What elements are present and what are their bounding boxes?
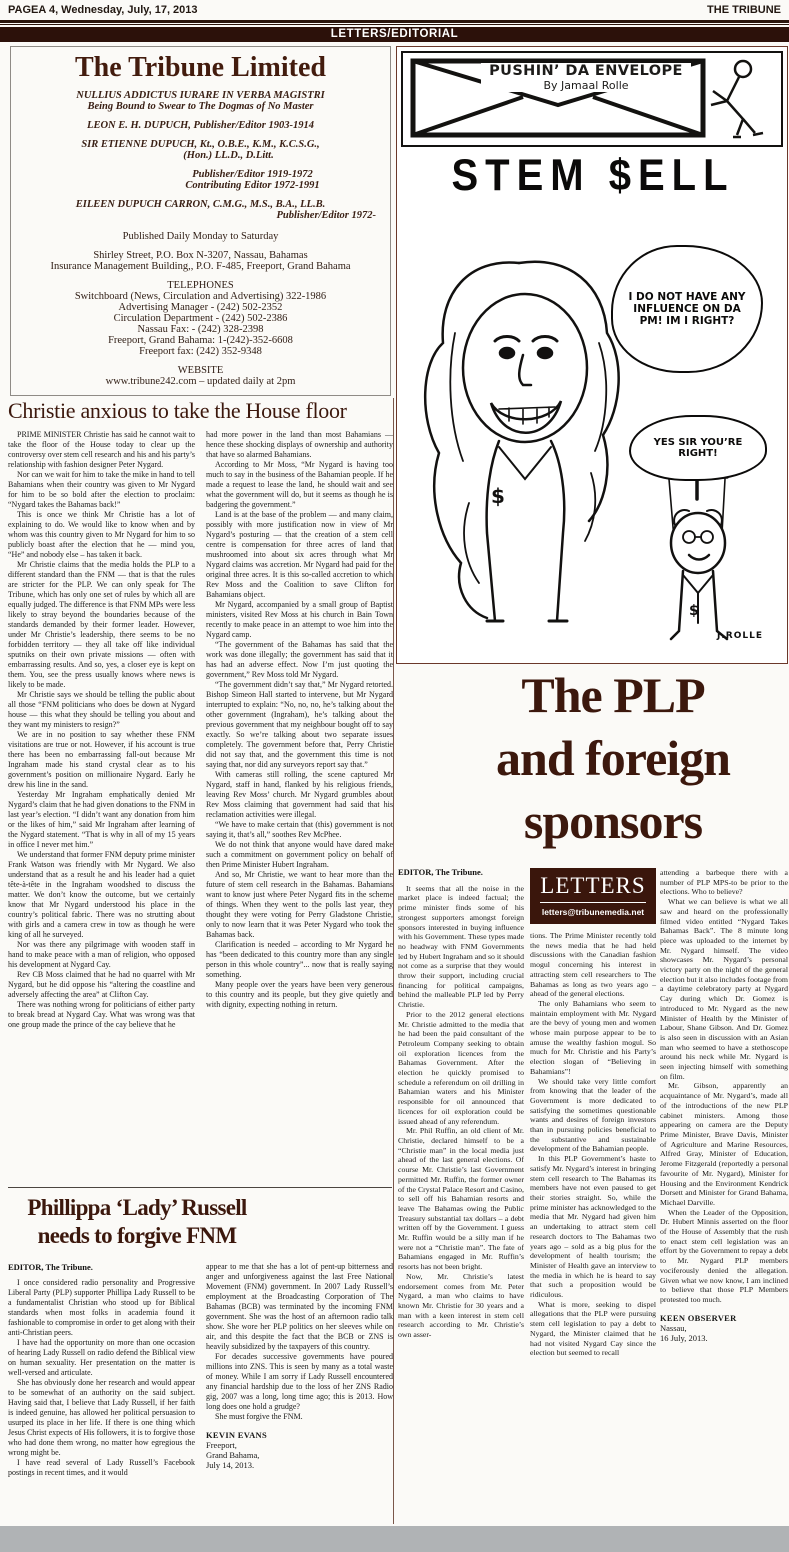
header-rule-thick bbox=[0, 20, 789, 23]
masthead-motto-english: Being Bound to Swear to The Dogmas of No Master bbox=[87, 101, 314, 112]
paragraph: “The government didn’t say that,” Mr Nygard retorted. Bishop Simeon Hall started to intervene, but Mr Nygard interrupted to explain: “No, no, no, he’s talking about the other government (Ingraham), he’s talking about the previous government that my neighbour bought off to say exactly. So we’re talking about two separate issues completely. The government before that, Perry Christie did not say that, and the government this time is not saying that, nor did any surveyors report say that.” bbox=[206, 680, 393, 769]
dollar-sign-nygard: $ bbox=[491, 484, 505, 508]
letters-box bbox=[530, 868, 656, 924]
page-folio: PAGEA 4, Wednesday, July, 17, 2013 bbox=[8, 4, 198, 16]
paragraph: Mr. Phil Ruffin, an old client of Mr. Christie, declared himself to be a “Christie man” in the local media just ahead of the last general elections. Of course Mr. Christie’s last Government permitted Mr. Ruffin, the former owner of the Crystal Palace Resort and Casino, to sell off his Bahamian resorts and leave The Bahamas owing the Public Treasury substantial tax dollars – a debt written off by the Government. I guess Mr. Ruffin would be a silly man if he were not a “Christie man”. The fate of Bahamians engaged in Mr. Ruffin’s resorts has not been bright. bbox=[398, 1126, 524, 1272]
plp-headline bbox=[440, 664, 786, 853]
page-bottom-band bbox=[0, 1526, 789, 1552]
cartoon-strip-byline: By Jamaal Rolle bbox=[543, 79, 629, 92]
paragraph: For decades successive governments have poured millions into ZNS. This is seen by many as a total waste of money. While I am sorry if Lady Russell encountered any financial hardship due to the loss of her ZNS Radio gig, 2007 was a long, long time ago; this is 2013. How long does one hold a grudge? bbox=[206, 1352, 393, 1411]
masthead-box bbox=[10, 46, 391, 396]
paragraph: July 14, 2013. bbox=[206, 1460, 255, 1470]
paragraph: What is more, seeking to dispel allegations that the PLP were pursuing stem cell legislation to pay a debt to Nygard, the Minister claimed that he had not visited Nygard Cay since the election but seemed to recall bbox=[530, 1299, 656, 1358]
paragraph: We understand that former FNM deputy prime minister Frank Watson was friendly with Mr Nygard. We also understand that as a result he and his leader had a quiet tête-à-tête in the Ingraham woodshed to discuss the matter. We don’t know the outcome, but we certainly know that Mr Nygard understood his place in the country’s political fabric. There was no strutting about with girls and a camera crew in tow as though he were king of all he surveyed. bbox=[8, 850, 195, 939]
paragraph: PRIME MINISTER Christie has said he cannot wait to take the floor of the House today to clear up the controversy over stem cell research and his and his party’s relationship with fashion designer Peter Nygard. bbox=[8, 430, 195, 469]
paragraph: Clarification is needed – according to Mr Nygard he has “been dedicated to this country more than any single person in this whole country”... now that is really saying something. bbox=[206, 940, 393, 979]
masthead-telephones-heading: TELEPHONES bbox=[167, 280, 234, 291]
plp-headline-line1: The PLP bbox=[521, 667, 705, 723]
paragraph: Freeport fax: (242) 352-9348 bbox=[139, 346, 262, 357]
masthead-website-url: www.tribune242.com – updated daily at 2pm bbox=[105, 376, 296, 387]
paragraph: When the Leader of the Opposition, Dr. Hubert Minnis asserted on the floor of the House of Assembly that the rush to enact stem cell legislation was an effort by the Government to repay a debt to Mr. Nygard PLP members vociferously denied the allegation. Given what we now know, I am inclined to believe that those PLP Members protested too much. bbox=[660, 1207, 788, 1304]
paragraph: Nor was there any pilgrimage with wooden staff in hand to make peace with a man of religion, who opposed his development at Nygard Cay. bbox=[8, 940, 195, 969]
plp-column-3-text bbox=[660, 868, 788, 1305]
paragraph: It seems that all the noise in the market place is indeed factual; the prime minister finds some of his strongest supporters amongst foreign sponsors interested in buying influence with his Government. These types made no headway with FNM Governments led by Hubert Ingraham and so it should not come as a surprise that they would throw their support, including crucial financing for political campaigns, behind the malleable PLP led by Perry Christie. bbox=[398, 883, 524, 1010]
paragraph: Freeport, bbox=[206, 1440, 237, 1450]
phillippa-signature-name: KEVIN EVANS bbox=[206, 1430, 268, 1440]
editorial-cartoon-region bbox=[396, 46, 788, 664]
paragraph: Nassau, bbox=[660, 1322, 687, 1333]
masthead-leon: LEON E. H. DUPUCH, Publisher/Editor 1903-1914 bbox=[87, 120, 314, 131]
paragraph: I have had the opportunity on more than one occasion of hearing Lady Russell on radio defend the Biblical view on human sexuality. Her presentation on the matter is well-versed and articulate. bbox=[8, 1338, 195, 1377]
cartoon-strip-header bbox=[401, 51, 783, 147]
phillippa-headline-line1: Phillippa ‘Lady’ Russell bbox=[27, 1195, 247, 1220]
plp-column-1-text bbox=[398, 884, 524, 1340]
paper-name: THE TRIBUNE bbox=[707, 4, 781, 16]
paragraph: We do not think that anyone would have dared make such a commitment on government policy on behalf of then Prime Minister Hubert Ingraham. bbox=[206, 840, 393, 869]
masthead-eileen: EILEEN DUPUCH CARRON, C.M.G., M.S., B.A., LL.B. bbox=[75, 199, 326, 210]
article-divider-rule bbox=[8, 1187, 392, 1188]
christie-caricature bbox=[671, 510, 727, 639]
section-banner: LETTERS/EDITORIAL bbox=[0, 27, 789, 42]
speech-bubble-christie: YES SIR YOU’RE RIGHT! bbox=[629, 415, 767, 481]
paragraph: Nassau Fax: - (242) 328-2398 bbox=[137, 324, 264, 335]
plp-headline-line3: sponsors bbox=[523, 793, 703, 849]
masthead-etienne: SIR ETIENNE DUPUCH, Kt., O.B.E., K.M., K.C.S.G., bbox=[81, 139, 320, 150]
letters-box-title: LETTERS bbox=[540, 873, 646, 898]
paragraph: This is once we think Mr Christie has a lot of explaining to do. We would like to know when and by whom was this country given to Mr Nygard for him to so publicly boast after the election that he — mind you, “He” and nobody else – has taken it back. bbox=[8, 510, 195, 559]
christie-article bbox=[8, 430, 392, 1184]
phillippa-signature bbox=[206, 1430, 393, 1470]
cartoonist-signature: J.ROLLE bbox=[717, 631, 763, 641]
paragraph: Switchboard (News, Circulation and Advertising) 322-1986 bbox=[74, 291, 327, 302]
paragraph: We are in no position to say whether these FNM visitations are true or not. However, if his account is true there has been no embarrassing fall-out because Mr Ingraham made his stand crystal clear as to his government’s position on millionaire Nygard. Early he drew his line in the sand. bbox=[8, 730, 195, 789]
paragraph: There was nothing wrong for politicians of either party to break bread at Nygard Cay. What was wrong was that one group made the prince of the cay believe that he bbox=[8, 1000, 195, 1029]
paragraph: I once considered radio personality and Progressive Liberal Party (PLP) supporter Phillipa Lady Russell to be a fundamentalist Christian who stood up for Biblical standards when most folks in academia found it fashionable to compromise in order to get along with their anti-Christian peers. bbox=[8, 1278, 195, 1337]
paragraph: had more power in the land than most Bahamians — hence these shocking displays of ownership and authority that have so alarmed Bahamians. bbox=[206, 430, 393, 459]
paragraph: Rev CB Moss claimed that he had no quarrel with Mr Nygard, but he did oppose his “altering the coastline and adversely affecting the area” at Clifton Cay. bbox=[8, 970, 195, 999]
column-divider-rule bbox=[393, 398, 394, 1524]
masthead-phone-list bbox=[11, 291, 390, 357]
masthead-address-nassau: Shirley Street, P.O. Box N-3207, Nassau, Bahamas bbox=[93, 250, 308, 261]
masthead-contributing: Contributing Editor 1972-1991 bbox=[185, 180, 320, 191]
cartoon-title: STEM $ELL bbox=[451, 151, 735, 201]
christie-column-1 bbox=[8, 430, 195, 1030]
paragraph: The only Bahamians who seem to maintain employment with Mr. Nygard are the bevy of young men and women whose main purpose appear to be to amuse the wealthy fashion mogul. So much for Mr. Christie and his Party’s election slogan of “Believing in Bahamians”! bbox=[530, 998, 656, 1076]
plp-headline-line2: and foreign bbox=[496, 730, 730, 786]
paragraph: attending a barbeque there with a number of PLP MPS-to be prior to the elections. Who to believe? bbox=[660, 868, 788, 897]
paragraph: tions. The Prime Minister recently told the news media that he had held discussions with the Canadian fashion mogul concerning his interest in attracting stem cell researchers to The Bahamas as long as two years ago – ahead of the general elections. bbox=[530, 931, 656, 999]
paragraph: With cameras still rolling, the scene captured Mr Nygard, staff in hand, flanked by his religious friends, leaving Rev Moss’ church. Mr Nygard grumbles about Rev Moss claiming that government had said that his reclamation activities were illegal. bbox=[206, 770, 393, 819]
paragraph: I have read several of Lady Russell’s Facebook postings in recent times, and it would bbox=[8, 1458, 195, 1477]
masthead-publisher-1919: Publisher/Editor 1919-1972 bbox=[192, 169, 313, 180]
plp-column-3 bbox=[660, 868, 788, 1343]
masthead-website-heading: WEBSITE bbox=[177, 365, 224, 376]
plp-column-1 bbox=[398, 868, 524, 1340]
paragraph: We should take very little comfort from knowing that the leader of the Government is more dedicated to satisfying the sometimes questionable wants and desires of foreign investors than in pursuing policies beneficial to the substantive and sustainable development of the Bahamian people. bbox=[530, 1076, 656, 1154]
plp-column-2 bbox=[530, 868, 656, 1358]
speech-bubble-nygard: I DO NOT HAVE ANY INFLUENCE ON DA PM! IM I RIGHT? bbox=[611, 245, 763, 373]
plp-column-2-text bbox=[530, 931, 656, 1358]
paragraph: She has obviously done her research and would appear to be somewhat of an authority on the said subject. Having said that, I believe that Lady Russell, if her faith is indeed genuine, has allowed her political persuasion to usurped its place in her life. If there is one thing which Jesus Christ expects of His followers, it is to forgive those who had done them wrong, no matter how egregious the wrong might be. bbox=[8, 1378, 195, 1457]
dollar-sign-christie: $ bbox=[689, 603, 699, 619]
paragraph: Mr Christie says we should be telling the public about all those “FNM politicians who does be down at Nygard house — this what they should be telling you about and they want my ministers to resign?” bbox=[8, 690, 195, 729]
paragraph: “The government of the Bahamas has said that the work was done illegally; the government has said that it has had an adverse effect. Now I’m just quoting the government,” Rev Moss told Mr Nygard. bbox=[206, 640, 393, 679]
paragraph: Yesterday Mr Ingraham emphatically denied Mr Nygard’s claim that he had given donations to the FNM in last year’s election. “I didn’t want any donation from him or the likes of him,” said Mr Ingraham after learning of the Nygard statement. “That is why in all of my 15 years in office I never met him.” bbox=[8, 790, 195, 849]
masthead-eileen-title: Publisher/Editor 1972- bbox=[276, 210, 376, 221]
paragraph: Mr. Gibson, apparently an acquaintance of Mr. Nygard’s, made all of the introductions of the new PLP cabinet ministers. Among those appearing on camera are the Deputy Prime Minister, Brave Davis, Minister of Agriculture and Marine Resources, Alfred Gray, Minister of Education, Jerome Fitzgerald (reportedly a personal favourite of Mr. Nygard), Minister for Housing and the Environment Kendrick Dorsett and Minister for Grand Bahama, Michael Darville. bbox=[660, 1081, 788, 1207]
phillippa-column-2 bbox=[206, 1262, 393, 1470]
phillippa-column-2-text bbox=[206, 1262, 393, 1422]
paragraph: Many people over the years have been very generous to this country and its people, but they give quietly and with dignity, expecting nothing in return. bbox=[206, 980, 393, 1009]
plp-signature bbox=[660, 1313, 788, 1343]
paragraph: And so, Mr Christie, we want to hear more than the future of stem cell research in the Bahamas. Bahamians want to know just where Peter Nygard fits in the scheme of things. When they went to the polls last year, they thought they were voting for Perry Gladstone Christie, only to now learn that it was Peter Nygard who took the Bahamas back. bbox=[206, 870, 393, 939]
plp-signature-lines bbox=[660, 1323, 788, 1343]
header-rule-thin bbox=[0, 24, 789, 25]
paragraph: appear to me that she has a lot of pent-up bitterness and anger and unforgiveness against the last Free National Movement (FNM) government. In 2007 Lady Russell’s employment at the Broadcasting Corporation of The Bahamas (BCB) was terminated by the incoming FNM government. She was the host of an afternoon radio talk show. She wore her PLP politics on her sleeves while on air, and this despite the fact that the BCB or ZNS is heavily subsidized by the taxpayers of this country. bbox=[206, 1262, 393, 1351]
nygard-caricature bbox=[425, 262, 618, 621]
plp-editor-line: EDITOR, The Tribune. bbox=[398, 867, 483, 877]
letters-box-rule bbox=[540, 902, 646, 903]
paragraph: “We have to make certain that (this) government is not saying it, that’s all,” soothes Rev McPhee. bbox=[206, 820, 393, 839]
paragraph: She must forgive the FNM. bbox=[215, 1412, 303, 1421]
paragraph: Mr Nygard, accompanied by a small group of Baptist ministers, visited Rev Moss at his church in Bain Town recently to make peace in an attempt to woe him into the Nygard camp. bbox=[206, 600, 393, 639]
paragraph: In this PLP Government’s haste to satisfy Mr. Nygard’s interest in bringing stem cell research to The Bahamas its members have not even paused to get their stories straight. So, while the prime minister has acknowledged to the media that Mr. Nygard had given him an undertaking to attract stem cell research doctors to The Bahamas two years ago – sold as a big plus for the development of health tourism; the Minister of Health gave an interview to the media in which he is heard to say that such a proposition would be ridiculous. bbox=[530, 1154, 656, 1300]
paragraph: Mr Christie claims that the media holds the PLP to a different standard than the FNM — that is that the rules are stricter for the PLP. We can only speak for The Tribune, which has only one set of rules by which all are equally judged. The difference is that FNM MPs were less likely to stray beyond the boundaries because of the standards demanded by their former leader. However, under Mr Christie’s leadership, there seems to be no forbidden territory — they all take off like individual sputniks on their own private missions — often with embarrassing results. And so, yes, a closer eye is kept on them. You, see the press usually knows where news is likely to be made. bbox=[8, 560, 195, 689]
paragraph: Nor can we wait for him to take the mike in hand to tell Bahamians when their country was given to Mr Nygard for him to be so bold after the election to proclaim: “Nygard takes the Bahamas back!” bbox=[8, 470, 195, 509]
phillippa-editor-line: EDITOR, The Tribune. bbox=[8, 1262, 93, 1272]
cartoon-strip-title: PUSHIN’ DA ENVELOPE bbox=[489, 63, 683, 79]
masthead-etienne-honours: (Hon.) LL.D., D.Litt. bbox=[183, 150, 274, 161]
paragraph: According to Mr Moss, “Mr Nygard is having too much to say in the business of the Bahamian people. If he made a request to lease the land, he should wait and see what the government will do, but it seems as though he is badgering the government.” bbox=[206, 460, 393, 509]
paragraph: Circulation Department - (242) 502-2386 bbox=[113, 313, 288, 324]
masthead-title: The Tribune Limited bbox=[74, 52, 326, 83]
paragraph: Now, Mr. Christie’s latest endorsement comes from Mr. Peter Nygard, a man who claims to have known Mr. Christie for 30 years and a man with a keen interest in stem cell research according to Mr. Christie’s own asser- bbox=[398, 1271, 524, 1340]
paragraph: Grand Bahama, bbox=[206, 1450, 260, 1460]
phillippa-headline-line2: needs to forgive FNM bbox=[37, 1223, 237, 1248]
paragraph: Prior to the 2012 general elections Mr. Christie admitted to the media that he had been the paid consultant of the Petroleum Company seeking to obtain oil exploration licences from the Bahamas Government. After the election he quickly promised to schedule a referendum on oil drilling in Bahamian waters and his Minister responsible for oil announced that licences for oil exploration could be issued ahead of any referendum. bbox=[398, 1009, 524, 1126]
phillippa-column-1 bbox=[8, 1262, 195, 1478]
masthead-address-freeport: Insurance Management Building,, P.O. F-485, Freeport, Grand Bahama bbox=[50, 261, 351, 272]
paragraph: 16 July, 2013. bbox=[660, 1332, 708, 1343]
letters-box-email: letters@tribunemedia.net bbox=[541, 907, 645, 917]
plp-signature-name: KEEN OBSERVER bbox=[660, 1312, 737, 1323]
christie-column-2 bbox=[206, 430, 393, 1010]
pushing-man-icon bbox=[711, 61, 763, 137]
masthead-motto-latin: NULLIUS ADDICTUS IURARE IN VERBA MAGISTRI bbox=[76, 90, 325, 101]
phillippa-letter bbox=[8, 1262, 392, 1524]
masthead-published: Published Daily Monday to Saturday bbox=[122, 231, 279, 242]
phillippa-column-1-text bbox=[8, 1278, 195, 1478]
cartoon-drawing bbox=[399, 203, 785, 661]
paragraph: Land is at the base of the problem — and many claim, possibly with more justification now in view of Mr Nygard’s posturing — that the creation of a stem cell centre is compensation for three acres of land that mushroomed into about six acres through what Mr Nygard claims was accretion. Mr Nygard had paid for the original three acres. It is this so-called accretion to which Rev Moss and the Coalition to save Clifton for Bahamians object. bbox=[206, 510, 393, 599]
plp-letter bbox=[398, 868, 788, 1524]
paragraph: What we can believe is what we all saw and heard on the professionally filmed video entitled “Nygard Takes Bahamas Back”. The 8 minute long piece was uploaded to the internet by Mr. Nygard himself. The video showcases Mr. Nygard’s personal victory party on the night of the general election but it also includes footage from a daytime celebratory party at Nygard Cay during which Dr. Gomez is introduced to Mr. Nygard as the new Minister of Health by the Minister of Labour, Shane Gibson. And Dr. Gomez is also seen in discussion with an Asian man who seemed to have a stethoscope around his neck while Mr. Nygard is seen injecting himself with something on film. bbox=[660, 897, 788, 1081]
christie-headline: Christie anxious to take the House floor bbox=[8, 398, 347, 423]
paragraph: Advertising Manager - (242) 502-2352 bbox=[118, 302, 283, 313]
paragraph: Freeport, Grand Bahama: 1-(242)-352-6608 bbox=[108, 335, 293, 346]
cartoon-strip-title-block bbox=[481, 63, 691, 92]
phillippa-headline bbox=[8, 1194, 266, 1250]
phillippa-signature-lines bbox=[206, 1440, 393, 1470]
